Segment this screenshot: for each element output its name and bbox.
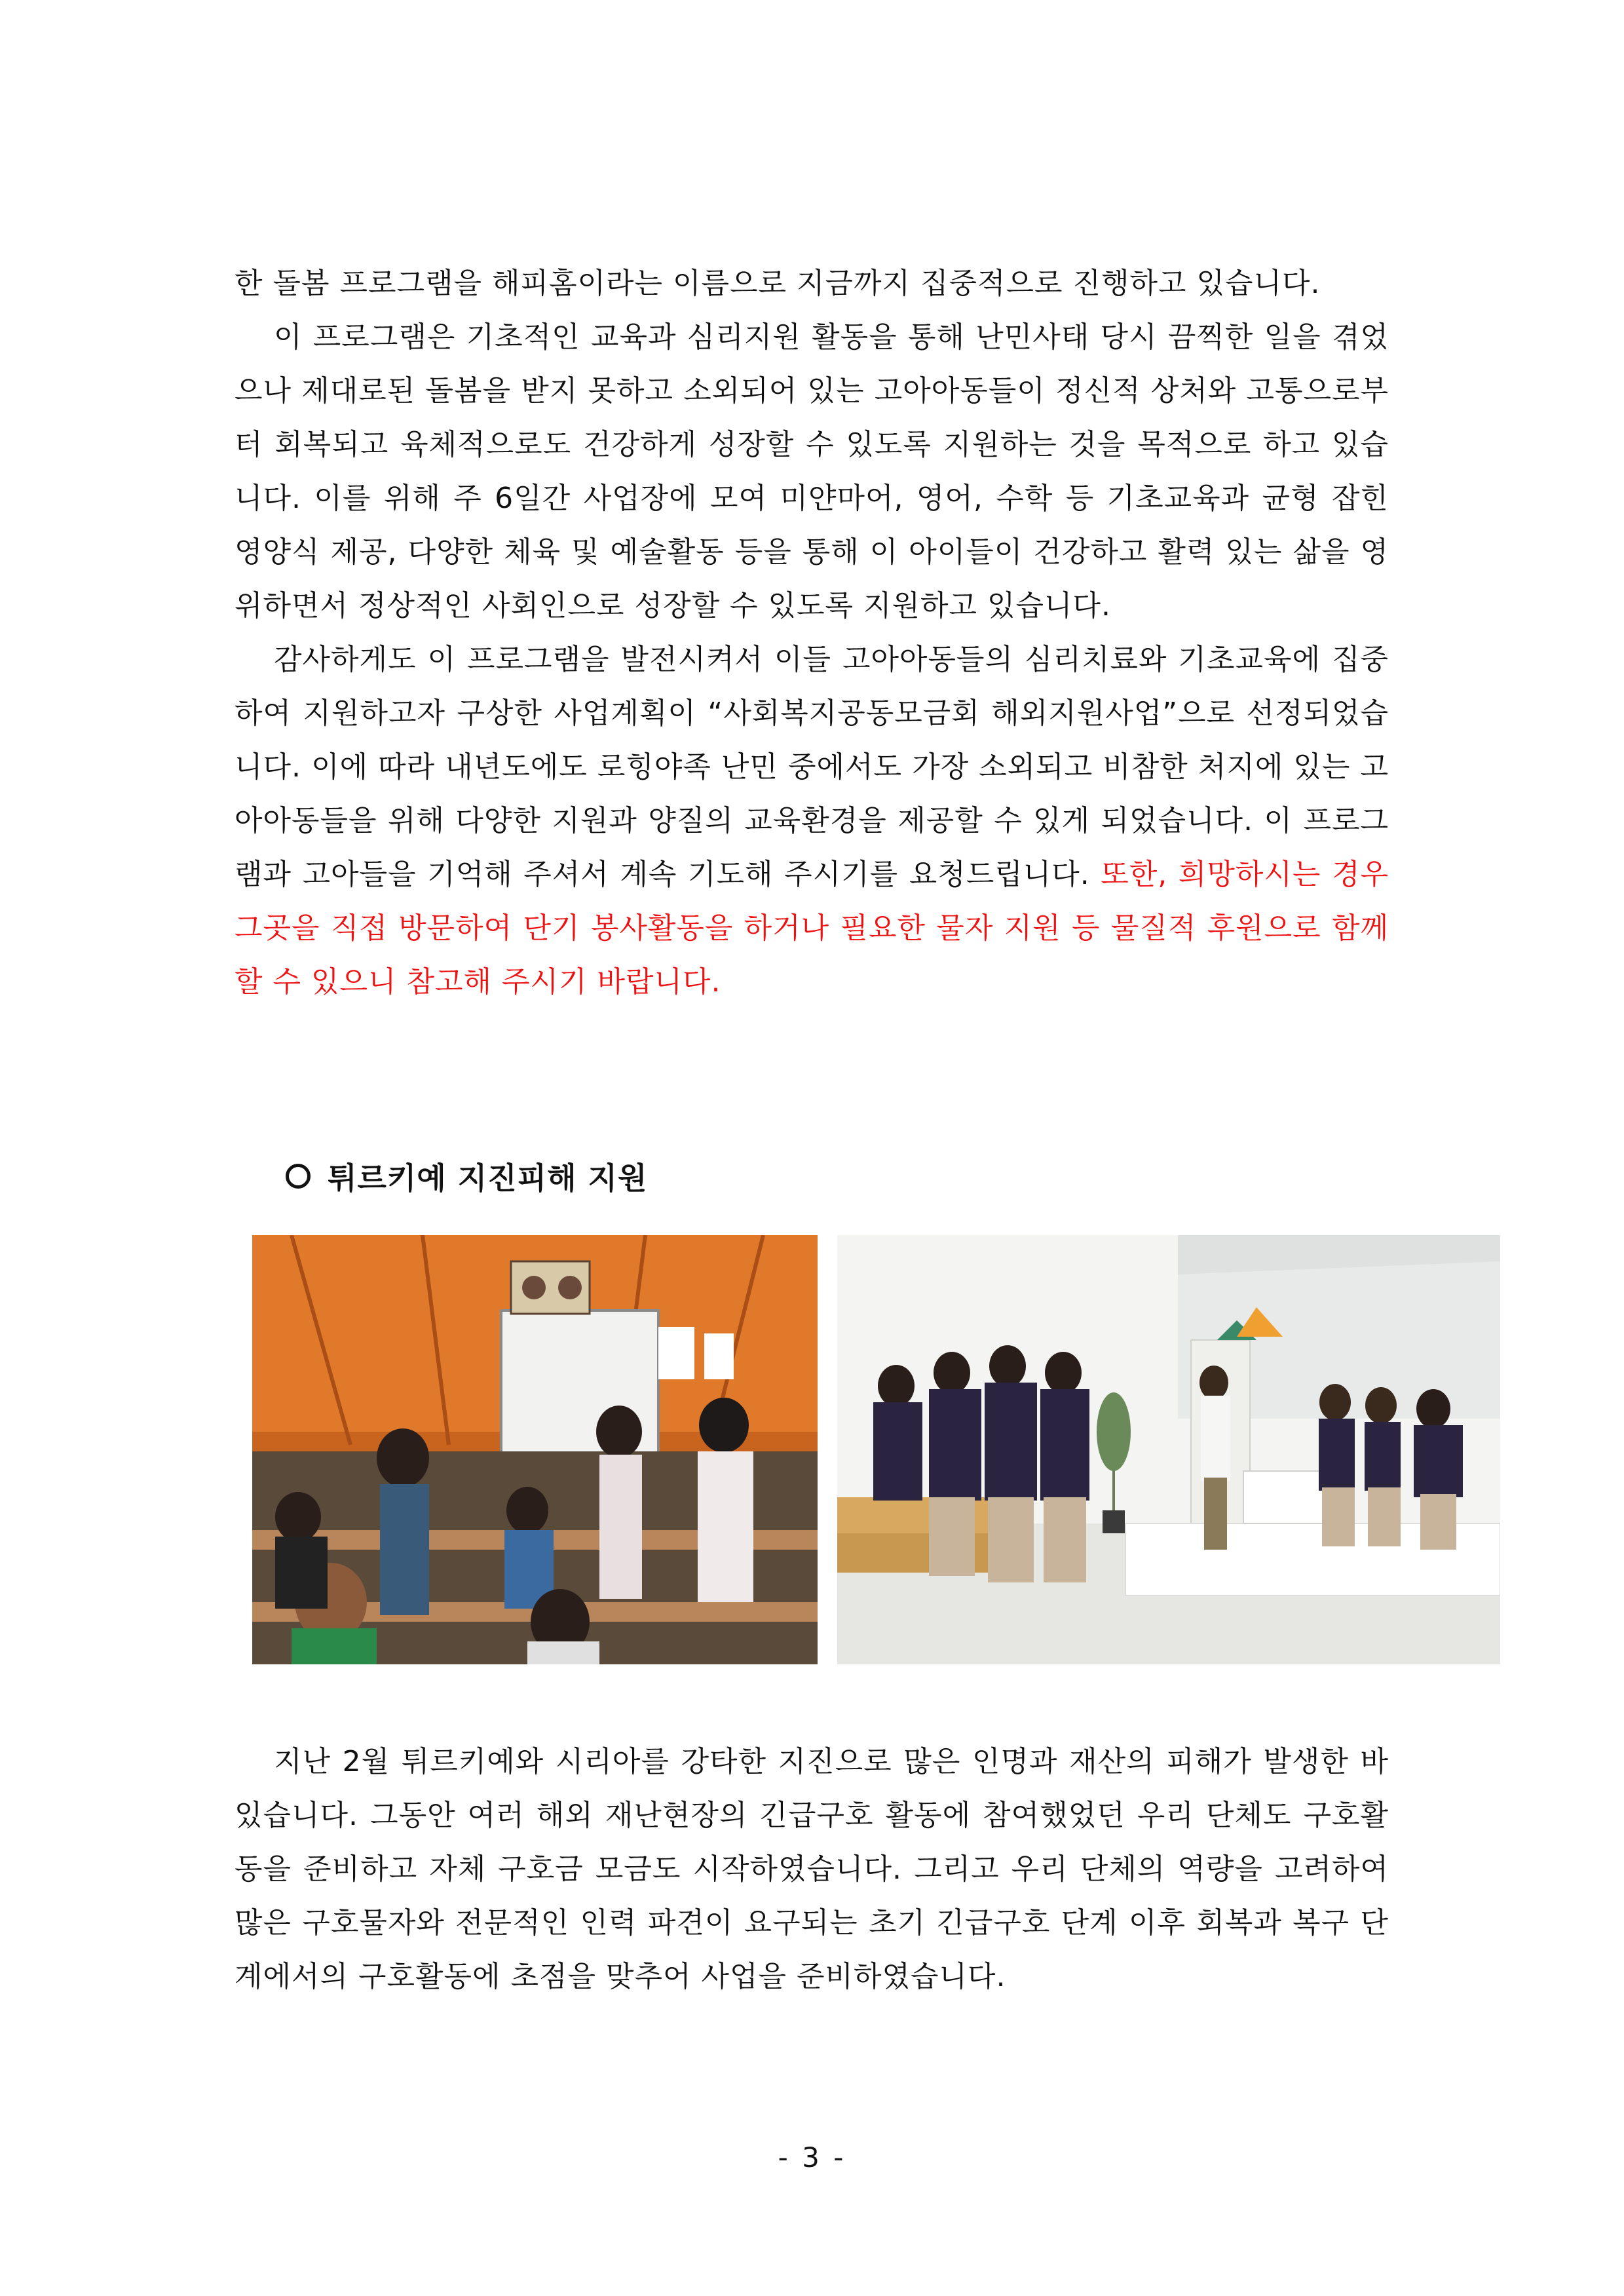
- photo-classroom-tent: [252, 1235, 818, 1664]
- section-heading: [286, 1153, 647, 1199]
- body-text-bottom: [235, 1735, 1389, 2004]
- paragraph-earthquake-support: 지난 2월 튀르키예와 시리아를 강타한 지진으로 많은 인명과 재산의 피해가 발생한 바 있습니다. 그동안 여러 해외 재난현장의 긴급구호 활동에 참여했었던 우리 단체도 구호활동을 준비하고 자체 구호금 모금도 시작하였습니다. 그리고 우리 단체의 역량을 고려하여 많은 구호물자와 전문적인 인력 파견이 요구되는 초기 긴급구호 단계 이후 회복과 복구 단계에서의 구호활동에 초점을 맞추어 사업을 준비하였습니다.: [235, 1745, 1389, 1993]
- tent-classroom-photo-icon: [252, 1235, 818, 1664]
- highlighted-request-text: 또한, 희망하시는 경우 그곳을 직접 방문하여 단기 봉사활동을 하거나 필요한 물자 지원 등 물질적 후원으로 함께 할 수 있으니 참고해 주시기 바랍니다.: [235, 858, 1389, 999]
- paragraph-continuation: 한 돌봄 프로그램을 해피홈이라는 이름으로 지금까지 집중적으로 진행하고 있습니다.: [235, 267, 1321, 300]
- circle-bullet-icon: [286, 1164, 311, 1189]
- photo-classroom-students: [837, 1235, 1500, 1664]
- section-heading-text: 튀르키예 지진피해 지원: [328, 1160, 648, 1196]
- paragraph-program-selection: [235, 633, 1389, 1009]
- paragraph-program-selection-text: 감사하게도 이 프로그램을 발전시켜서 이들 고아아동들의 심리치료와 기초교육에 집중하여 지원하고자 구상한 사업계획이 “사회복지공동모금회 해외지원사업”으로 선정되었습니다. 이에 따라 내년도에도 로힝야족 난민 중에서도 가장 소외되고 비참한 처지에 있는 고아아동들을 위해 다양한 지원과 양질의 교육환경을 제공할 수 있게 되었습니다. 이 프로그램과 고아들을 기억해 주셔서 계속 기도해 주시기를 요청드립니다.: [235, 643, 1389, 891]
- students-classroom-photo-icon: [837, 1235, 1500, 1664]
- paragraph-program-description: 이 프로그램은 기초적인 교육과 심리지원 활동을 통해 난민사태 당시 끔찍한 일을 겪었으나 제대로된 돌봄을 받지 못하고 소외되어 있는 고아아동들이 정신적 상처와 고통으로부터 회복되고 육체적으로도 건강하게 성장할 수 있도록 지원하는 것을 목적으로 하고 있습니다. 이를 위해 주 6일간 사업장에 모여 미얀마어, 영어, 수학 등 기초교육과 균형 잡힌 영양식 제공, 다양한 체육 및 예술활동 등을 통해 이 아이들이 건강하고 활력 있는 삶을 영위하면서 정상적인 사회인으로 성장할 수 있도록 지원하고 있습니다.: [235, 320, 1389, 622]
- page-number: - 3 -: [778, 2141, 846, 2173]
- body-text-top: [235, 257, 1389, 1009]
